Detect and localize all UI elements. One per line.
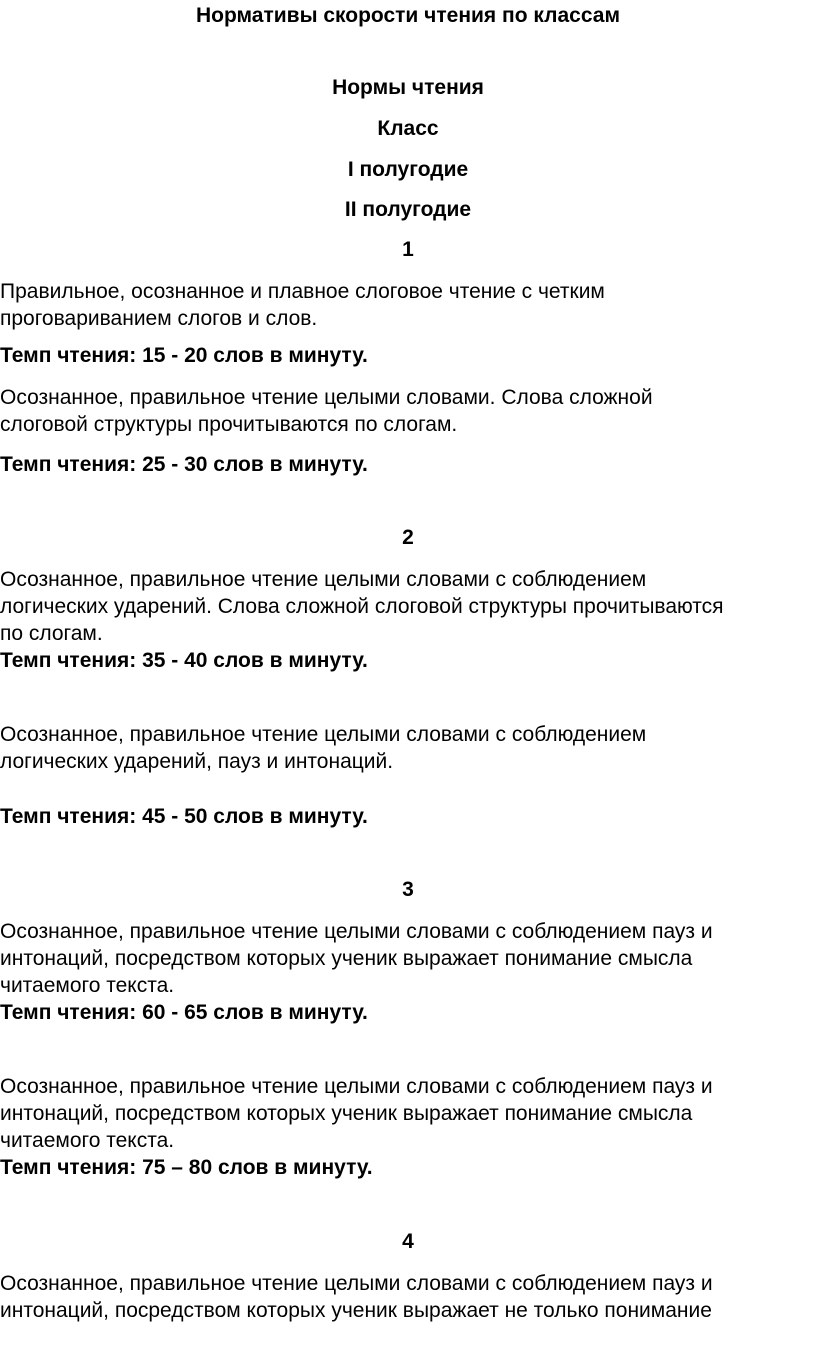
- grade-2-half1-line: Осознанное, правильное чтение целыми словами с соблюдением: [0, 568, 647, 591]
- grade-number: 2: [402, 526, 414, 549]
- header-norms: Нормы чтения: [332, 76, 484, 99]
- grade-1-half2-line: Осознанное, правильное чтение целыми словами. Слова сложной: [0, 386, 653, 409]
- grade-number: 4: [402, 1230, 414, 1253]
- header-half1: I полугодие: [347, 158, 469, 181]
- grade-2-half1-tempo: Темп чтения: 35 - 40 слов в минуту.: [0, 649, 368, 672]
- grade-1-half1-line: проговариванием слогов и слов.: [0, 307, 318, 330]
- header-grade: Класс: [377, 117, 439, 140]
- grade-2-half2-line: логических ударений, пауз и интонаций.: [0, 750, 394, 773]
- grade-3-half2-line: читаемого текста.: [0, 1129, 175, 1152]
- grade-2-half1-line: по слогам.: [0, 622, 103, 645]
- grade-1-half1-tempo: Темп чтения: 15 - 20 слов в минуту.: [0, 344, 368, 367]
- grade-1-half2-line: слоговой структуры прочитываются по слогам.: [0, 413, 458, 436]
- grade-4-half1-line: Осознанное, правильное чтение целыми словами с соблюдением пауз и: [0, 1272, 713, 1295]
- grade-3-half1-line: читаемого текста.: [0, 974, 175, 997]
- grade-3-half2-tempo: Темп чтения: 75 – 80 слов в минуту.: [0, 1156, 373, 1179]
- grade-3-half1-tempo: Темп чтения: 60 - 65 слов в минуту.: [0, 1001, 368, 1024]
- grade-3-half1-line: интонаций, посредством которых ученик выражает понимание смысла: [0, 947, 693, 970]
- header-half2: II полугодие: [344, 198, 472, 221]
- grade-2-half2-tempo: Темп чтения: 45 - 50 слов в минуту.: [0, 805, 368, 828]
- grade-3-half2-line: интонаций, посредством которых ученик выражает понимание смысла: [0, 1102, 693, 1125]
- grade-3-half1-line: Осознанное, правильное чтение целыми словами с соблюдением пауз и: [0, 920, 713, 943]
- grade-1-half1-line: Правильное, осознанное и плавное слоговое чтение с четким: [0, 280, 605, 303]
- grade-1-half2-tempo: Темп чтения: 25 - 30 слов в минуту.: [0, 453, 368, 476]
- grade-3-half2-line: Осознанное, правильное чтение целыми словами с соблюдением пауз и: [0, 1075, 713, 1098]
- grade-number: 1: [402, 238, 414, 261]
- grade-4-half1-line: интонаций, посредством которых ученик выражает не только понимание: [0, 1299, 712, 1322]
- page-title: Нормативы скорости чтения по классам: [196, 4, 620, 27]
- grade-2-half2-line: Осознанное, правильное чтение целыми словами с соблюдением: [0, 723, 647, 746]
- grade-number: 3: [402, 878, 414, 901]
- grade-2-half1-line: логических ударений. Слова сложной слоговой структуры прочитываются: [0, 595, 724, 618]
